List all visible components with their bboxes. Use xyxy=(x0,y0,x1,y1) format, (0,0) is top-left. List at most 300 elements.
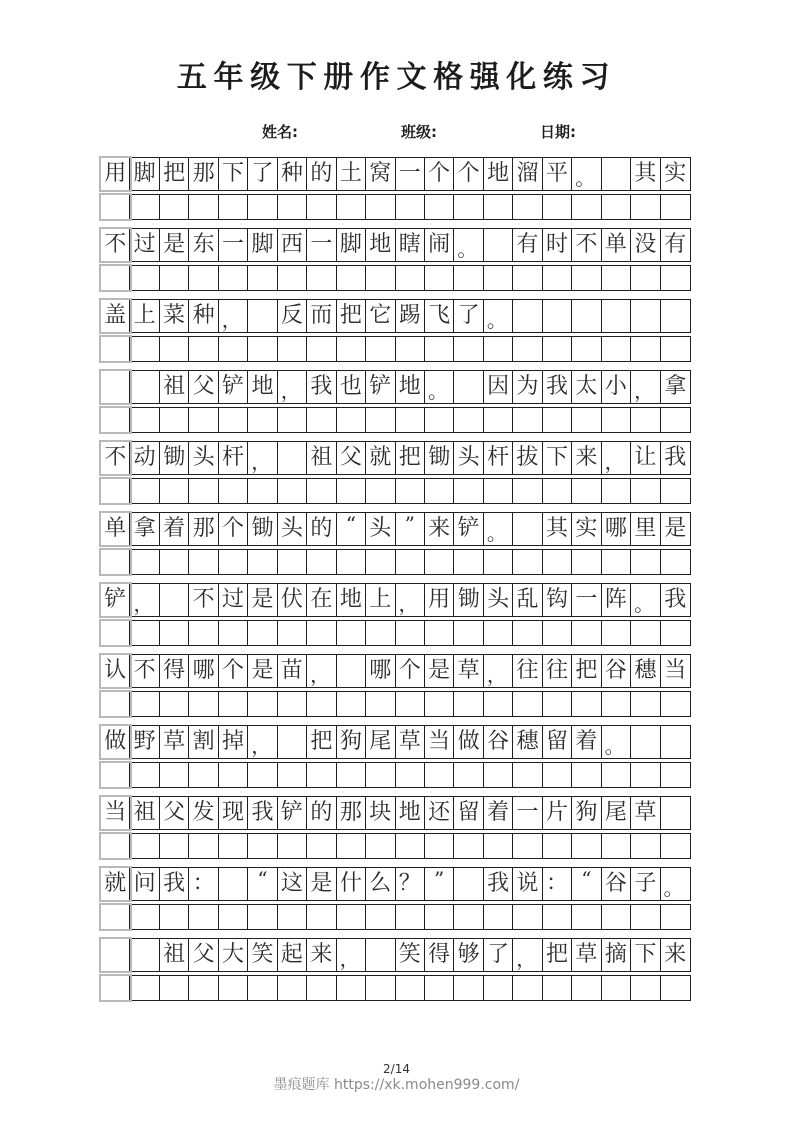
practice-cell xyxy=(189,266,218,290)
character-cell xyxy=(130,371,159,403)
practice-cell xyxy=(396,621,425,645)
practice-cell xyxy=(572,195,601,219)
character-cell: 起 xyxy=(278,939,307,971)
character-cell xyxy=(543,300,572,332)
practice-cell xyxy=(366,408,395,432)
practice-cell xyxy=(425,976,454,1000)
character-cell: 用 xyxy=(425,584,454,616)
practice-cell xyxy=(130,550,159,574)
character-cell: 当 xyxy=(101,797,130,829)
character-cell: 往 xyxy=(543,655,572,687)
practice-cell xyxy=(130,834,159,858)
practice-cell xyxy=(130,763,159,787)
practice-cell xyxy=(484,266,513,290)
character-cell: 下 xyxy=(219,158,248,190)
practice-cell xyxy=(396,195,425,219)
character-cell: 苗 xyxy=(278,655,307,687)
character-cell: “ xyxy=(337,513,366,545)
character-cell: 把 xyxy=(543,939,572,971)
character-cell: 了 xyxy=(484,939,513,971)
character-cell: 有 xyxy=(664,232,687,257)
character-cell: 太 xyxy=(572,371,601,403)
grid-row-pair xyxy=(100,512,691,575)
character-cell: 当 xyxy=(664,658,687,683)
name-field-label: 姓名: xyxy=(262,123,298,141)
character-cell: 有 xyxy=(513,229,542,261)
practice-cell xyxy=(307,621,336,645)
character-cell: 片 xyxy=(543,797,572,829)
practice-cell xyxy=(130,479,159,503)
grid-row-pair xyxy=(100,725,691,788)
practice-cell xyxy=(189,195,218,219)
character-cell: 瞎 xyxy=(396,229,425,261)
character-cell: 实 xyxy=(664,161,687,186)
character-cell xyxy=(631,726,660,758)
character-cell: 发 xyxy=(189,797,218,829)
character-cell xyxy=(602,158,631,190)
character-cell: 阵 xyxy=(602,584,631,616)
practice-cell xyxy=(248,195,277,219)
character-cell: ， xyxy=(484,655,513,687)
character-cell: 单 xyxy=(101,513,130,545)
practice-row xyxy=(100,336,691,362)
character-cell: 把 xyxy=(160,158,189,190)
practice-cell xyxy=(130,905,159,929)
text-row xyxy=(100,228,691,262)
character-cell xyxy=(661,300,690,332)
character-cell: 上 xyxy=(130,300,159,332)
practice-cell xyxy=(484,692,513,716)
practice-cell xyxy=(278,621,307,645)
character-cell: 掉 xyxy=(219,726,248,758)
practice-cell xyxy=(248,834,277,858)
character-cell: 上 xyxy=(366,584,395,616)
practice-cell xyxy=(307,266,336,290)
character-cell: 留 xyxy=(543,726,572,758)
practice-cell xyxy=(661,195,690,219)
character-cell: 那 xyxy=(189,158,218,190)
practice-row xyxy=(100,691,691,717)
practice-cell xyxy=(160,905,189,929)
character-cell: 做 xyxy=(101,726,130,758)
practice-cell xyxy=(543,479,572,503)
character-cell: 锄 xyxy=(454,584,483,616)
practice-cell xyxy=(219,266,248,290)
grid-row-pair xyxy=(100,299,691,362)
character-cell: 东 xyxy=(189,229,218,261)
practice-cell xyxy=(454,337,483,361)
practice-cell xyxy=(278,195,307,219)
practice-cell xyxy=(543,976,572,1000)
character-cell: ， xyxy=(248,442,277,474)
practice-row xyxy=(100,549,691,575)
practice-cell xyxy=(513,763,542,787)
grid-row-pair xyxy=(100,654,691,717)
character-cell: 伏 xyxy=(278,584,307,616)
text-row xyxy=(100,725,691,759)
practice-cell xyxy=(278,976,307,1000)
character-cell: 子 xyxy=(631,868,660,900)
character-cell: 草 xyxy=(396,726,425,758)
practice-cell xyxy=(307,976,336,1000)
practice-cell xyxy=(101,621,130,645)
practice-cell xyxy=(160,621,189,645)
practice-cell xyxy=(366,266,395,290)
character-cell: 那 xyxy=(189,513,218,545)
text-row xyxy=(100,796,691,830)
character-cell xyxy=(219,868,248,900)
character-cell: 反 xyxy=(278,300,307,332)
character-cell: 认 xyxy=(101,655,130,687)
character-cell xyxy=(160,584,189,616)
text-row xyxy=(100,654,691,688)
character-cell: 我 xyxy=(248,797,277,829)
practice-cell xyxy=(278,479,307,503)
character-cell xyxy=(484,229,513,261)
character-cell: 不 xyxy=(572,229,601,261)
character-cell: 祖 xyxy=(160,371,189,403)
practice-cell xyxy=(160,692,189,716)
character-cell: 不 xyxy=(101,229,130,261)
character-cell: 么 xyxy=(366,868,395,900)
character-cell: ， xyxy=(278,371,307,403)
character-cell: 的 xyxy=(307,513,336,545)
practice-cell xyxy=(631,550,660,574)
practice-cell xyxy=(425,692,454,716)
practice-row xyxy=(100,478,691,504)
character-cell: 把 xyxy=(572,655,601,687)
character-cell: 谷 xyxy=(602,868,631,900)
practice-cell xyxy=(396,479,425,503)
character-cell: 头 xyxy=(454,442,483,474)
site-link[interactable]: 墨痕题库 https://xk.mohen999.com/ xyxy=(273,1077,520,1093)
practice-cell xyxy=(101,834,130,858)
character-cell: 个 xyxy=(219,655,248,687)
character-cell xyxy=(366,939,395,971)
character-cell: 尾 xyxy=(602,797,631,829)
character-cell: 过 xyxy=(219,584,248,616)
character-cell: 狗 xyxy=(572,797,601,829)
character-cell: 笑 xyxy=(396,939,425,971)
character-cell: 草 xyxy=(160,726,189,758)
practice-cell xyxy=(248,692,277,716)
character-cell: 祖 xyxy=(160,939,189,971)
practice-cell xyxy=(337,976,366,1000)
character-cell: 头 xyxy=(189,442,218,474)
practice-cell xyxy=(160,479,189,503)
practice-cell xyxy=(366,621,395,645)
practice-cell xyxy=(602,621,631,645)
character-cell: 西 xyxy=(278,229,307,261)
practice-cell xyxy=(366,337,395,361)
practice-cell xyxy=(189,692,218,716)
character-cell: 平 xyxy=(543,158,572,190)
character-cell: 当 xyxy=(425,726,454,758)
practice-cell xyxy=(307,195,336,219)
character-cell: 摘 xyxy=(602,939,631,971)
practice-cell xyxy=(661,550,690,574)
character-cell: 我 xyxy=(160,868,189,900)
practice-cell xyxy=(278,408,307,432)
character-cell: 不 xyxy=(189,584,218,616)
practice-cell xyxy=(454,834,483,858)
practice-cell xyxy=(484,337,513,361)
character-cell: 哪 xyxy=(602,513,631,545)
character-cell xyxy=(278,442,307,474)
grid-row-pair xyxy=(100,938,691,1001)
practice-cell xyxy=(543,621,572,645)
practice-row xyxy=(100,265,691,291)
practice-cell xyxy=(484,621,513,645)
practice-cell xyxy=(572,763,601,787)
practice-cell xyxy=(130,266,159,290)
practice-cell xyxy=(366,763,395,787)
character-cell: 锄 xyxy=(248,513,277,545)
practice-cell xyxy=(160,195,189,219)
practice-cell xyxy=(219,976,248,1000)
character-cell: 。 xyxy=(454,229,483,261)
practice-cell xyxy=(631,195,660,219)
practice-cell xyxy=(513,337,542,361)
practice-cell xyxy=(396,763,425,787)
character-cell: 留 xyxy=(454,797,483,829)
character-cell: 地 xyxy=(248,371,277,403)
practice-cell xyxy=(307,763,336,787)
character-cell: 没 xyxy=(631,229,660,261)
practice-cell xyxy=(425,763,454,787)
practice-cell xyxy=(602,692,631,716)
character-cell: 是 xyxy=(248,655,277,687)
character-cell: 而 xyxy=(307,300,336,332)
character-cell: 穗 xyxy=(513,726,542,758)
practice-cell xyxy=(484,479,513,503)
character-cell: 铲 xyxy=(454,513,483,545)
practice-cell xyxy=(248,905,277,929)
character-cell: 拿 xyxy=(130,513,159,545)
practice-cell xyxy=(337,337,366,361)
practice-cell xyxy=(130,337,159,361)
practice-cell xyxy=(101,266,130,290)
practice-cell xyxy=(484,905,513,929)
character-cell: 还 xyxy=(425,797,454,829)
practice-row xyxy=(100,194,691,220)
text-row xyxy=(100,370,691,404)
character-cell: 草 xyxy=(631,797,660,829)
page-title: 五年级下册作文格强化练习 xyxy=(176,60,617,95)
practice-cell xyxy=(219,195,248,219)
grid-row-pair xyxy=(100,796,691,859)
character-cell: 得 xyxy=(160,655,189,687)
practice-cell xyxy=(189,905,218,929)
practice-cell xyxy=(130,408,159,432)
practice-cell xyxy=(513,550,542,574)
character-cell: 把 xyxy=(337,300,366,332)
practice-cell xyxy=(602,834,631,858)
practice-cell xyxy=(189,976,218,1000)
practice-cell xyxy=(513,834,542,858)
practice-cell xyxy=(396,266,425,290)
practice-cell xyxy=(248,763,277,787)
practice-cell xyxy=(484,976,513,1000)
text-row xyxy=(100,867,691,901)
practice-cell xyxy=(602,763,631,787)
practice-cell xyxy=(425,621,454,645)
character-cell: 地 xyxy=(396,797,425,829)
character-cell: 的 xyxy=(307,797,336,829)
character-cell: 锄 xyxy=(160,442,189,474)
character-cell: 杆 xyxy=(484,442,513,474)
character-cell: ， xyxy=(602,442,631,474)
character-cell: 地 xyxy=(484,158,513,190)
practice-cell xyxy=(572,550,601,574)
character-cell: ？ xyxy=(396,868,425,900)
practice-cell xyxy=(602,337,631,361)
character-cell: 。 xyxy=(484,300,513,332)
practice-cell xyxy=(396,976,425,1000)
practice-cell xyxy=(278,266,307,290)
character-cell: 铲 xyxy=(278,797,307,829)
practice-cell xyxy=(572,976,601,1000)
practice-cell xyxy=(101,195,130,219)
character-cell: 它 xyxy=(366,300,395,332)
practice-cell xyxy=(307,692,336,716)
practice-cell xyxy=(425,408,454,432)
character-cell: 脚 xyxy=(248,229,277,261)
practice-cell xyxy=(278,905,307,929)
character-cell: “ xyxy=(572,868,601,900)
practice-cell xyxy=(219,621,248,645)
practice-cell xyxy=(130,621,159,645)
practice-cell xyxy=(337,550,366,574)
character-cell: 铲 xyxy=(366,371,395,403)
practice-cell xyxy=(543,266,572,290)
practice-cell xyxy=(602,408,631,432)
practice-row xyxy=(100,762,691,788)
character-cell: 那 xyxy=(337,797,366,829)
character-cell: 个 xyxy=(425,158,454,190)
practice-cell xyxy=(661,905,690,929)
character-cell: 。 xyxy=(631,584,660,616)
practice-row xyxy=(100,975,691,1001)
practice-cell xyxy=(337,266,366,290)
practice-cell xyxy=(160,337,189,361)
character-cell: 让 xyxy=(631,442,660,474)
practice-cell xyxy=(631,266,660,290)
practice-cell xyxy=(219,763,248,787)
practice-cell xyxy=(454,195,483,219)
practice-cell xyxy=(513,692,542,716)
character-cell: 我 xyxy=(484,868,513,900)
practice-cell xyxy=(572,479,601,503)
text-row xyxy=(100,157,691,191)
character-cell: ： xyxy=(189,868,218,900)
practice-cell xyxy=(366,976,395,1000)
practice-row xyxy=(100,833,691,859)
character-cell: 割 xyxy=(189,726,218,758)
character-cell: 穗 xyxy=(631,655,660,687)
practice-cell xyxy=(101,479,130,503)
practice-cell xyxy=(602,266,631,290)
practice-cell xyxy=(543,905,572,929)
character-cell: 我 xyxy=(543,371,572,403)
character-cell: 问 xyxy=(130,868,159,900)
practice-cell xyxy=(189,479,218,503)
character-cell: 了 xyxy=(454,300,483,332)
character-cell: 哪 xyxy=(189,655,218,687)
character-cell: 因 xyxy=(484,371,513,403)
practice-cell xyxy=(572,834,601,858)
practice-cell xyxy=(631,479,660,503)
practice-cell xyxy=(219,337,248,361)
character-cell: 父 xyxy=(160,797,189,829)
character-cell: 往 xyxy=(513,655,542,687)
character-cell: 得 xyxy=(425,939,454,971)
practice-cell xyxy=(130,692,159,716)
text-row xyxy=(100,512,691,546)
practice-row xyxy=(100,407,691,433)
character-cell: 是 xyxy=(160,229,189,261)
character-cell xyxy=(248,300,277,332)
practice-cell xyxy=(572,337,601,361)
character-cell: 菜 xyxy=(160,300,189,332)
character-cell xyxy=(602,300,631,332)
grid-row-pair xyxy=(100,228,691,291)
character-cell: 这 xyxy=(278,868,307,900)
character-cell: 着 xyxy=(160,513,189,545)
character-cell: 闹 xyxy=(425,229,454,261)
character-cell: ， xyxy=(631,371,660,403)
character-cell: 窝 xyxy=(366,158,395,190)
character-cell: 头 xyxy=(366,513,395,545)
practice-cell xyxy=(219,905,248,929)
character-cell: ： xyxy=(543,868,572,900)
character-cell xyxy=(661,797,690,829)
character-cell: 土 xyxy=(337,158,366,190)
character-cell xyxy=(130,939,159,971)
character-cell: 小 xyxy=(602,371,631,403)
character-cell: 不 xyxy=(101,442,130,474)
character-cell xyxy=(454,371,483,403)
practice-cell xyxy=(661,976,690,1000)
character-cell: 一 xyxy=(396,158,425,190)
character-cell: 说 xyxy=(513,868,542,900)
practice-cell xyxy=(101,976,130,1000)
practice-cell xyxy=(454,905,483,929)
character-cell xyxy=(572,300,601,332)
practice-cell xyxy=(631,834,660,858)
character-cell: 铲 xyxy=(219,371,248,403)
practice-row xyxy=(100,904,691,930)
practice-cell xyxy=(572,408,601,432)
practice-cell xyxy=(396,692,425,716)
practice-cell xyxy=(101,550,130,574)
character-cell: 大 xyxy=(219,939,248,971)
practice-cell xyxy=(248,976,277,1000)
practice-cell xyxy=(189,621,218,645)
practice-cell xyxy=(337,195,366,219)
text-row xyxy=(100,299,691,333)
character-cell: 脚 xyxy=(130,158,159,190)
practice-cell xyxy=(572,905,601,929)
practice-cell xyxy=(366,834,395,858)
character-cell: 是 xyxy=(425,655,454,687)
character-cell xyxy=(513,513,542,545)
practice-cell xyxy=(454,692,483,716)
grid-row-pair xyxy=(100,867,691,930)
character-cell: 父 xyxy=(189,371,218,403)
practice-cell xyxy=(454,266,483,290)
character-cell: 头 xyxy=(484,584,513,616)
